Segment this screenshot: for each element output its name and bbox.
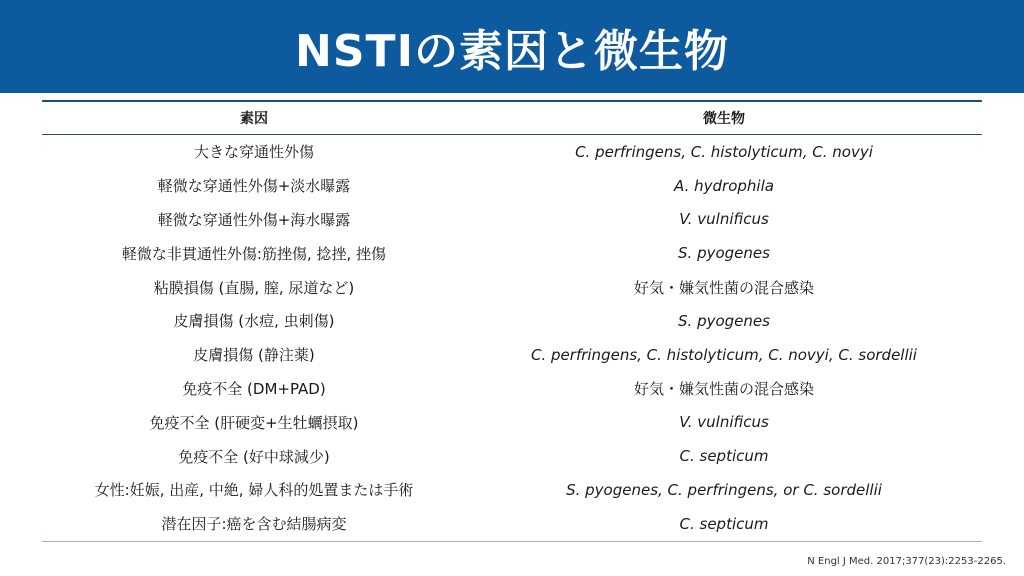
factor-cell: 免疫不全 (肝硬変+生牡蠣摂取) bbox=[149, 413, 359, 432]
organism-cell: V. vulnificus bbox=[679, 413, 769, 432]
factor-cell: 女性:妊娠, 出産, 中絶, 婦人科的処置または手術 bbox=[94, 481, 414, 500]
table-row bbox=[42, 135, 982, 169]
factor-cell: 免疫不全 (DM+PAD) bbox=[182, 379, 326, 398]
table-row bbox=[42, 304, 982, 338]
organism-cell: 好気・嫌気性菌の混合感染 bbox=[633, 278, 814, 297]
table-container bbox=[42, 100, 982, 542]
organism-cell: S. pyogenes bbox=[678, 311, 770, 330]
table-row bbox=[42, 439, 982, 473]
citation: N Engl J Med. 2017;377(23):2253-2265. bbox=[807, 556, 1006, 567]
table-row bbox=[42, 236, 982, 270]
table-body bbox=[42, 135, 982, 542]
title-bar bbox=[0, 0, 1024, 93]
factor-cell: 免疫不全 (好中球減少) bbox=[178, 447, 330, 466]
header-organism: 微生物 bbox=[466, 101, 982, 135]
factor-cell: 軽微な穿通性外傷+海水曝露 bbox=[157, 210, 351, 229]
factor-cell: 皮膚損傷 (静注薬) bbox=[193, 346, 315, 365]
table-header-row bbox=[42, 101, 982, 135]
factor-cell: 皮膚損傷 (水痘, 虫刺傷) bbox=[173, 312, 335, 331]
table-row bbox=[42, 203, 982, 237]
factor-cell: 大きな穿通性外傷 bbox=[193, 143, 314, 162]
factor-cell: 潜在因子:癌を含む結腸病変 bbox=[42, 507, 466, 541]
organism-cell: V. vulnificus bbox=[679, 210, 769, 229]
table-row bbox=[42, 507, 982, 541]
factor-cell: 軽微な穿通性外傷+淡水曝露 bbox=[157, 177, 351, 196]
table-row bbox=[42, 473, 982, 507]
organism-cell: S. pyogenes bbox=[678, 244, 770, 263]
organism-cell: S. pyogenes, C. perfringens, or C. sordellii bbox=[566, 480, 882, 499]
table-row bbox=[42, 270, 982, 304]
factor-organism-table bbox=[42, 100, 982, 542]
organism-cell: C. septicum bbox=[466, 507, 982, 541]
organism-cell: C. perfringens, C. histolyticum, C. novyi, C. sordellii bbox=[531, 345, 917, 364]
table-row bbox=[42, 405, 982, 439]
table-row bbox=[42, 338, 982, 372]
header-factor: 素因 bbox=[42, 101, 466, 135]
organism-cell: 好気・嫌気性菌の混合感染 bbox=[633, 379, 814, 398]
organism-cell: C. perfringens, C. histolyticum, C. novyi bbox=[575, 142, 873, 161]
slide-title: NSTIの素因と微生物 bbox=[295, 25, 729, 77]
factor-cell: 粘膜損傷 (直腸, 膣, 尿道など) bbox=[153, 278, 355, 297]
table-row bbox=[42, 372, 982, 406]
table-row bbox=[42, 169, 982, 203]
organism-cell: C. septicum bbox=[679, 447, 769, 466]
organism-cell: A. hydrophila bbox=[674, 176, 774, 195]
factor-cell: 軽微な非貫通性外傷:筋挫傷, 捻挫, 挫傷 bbox=[121, 244, 387, 263]
